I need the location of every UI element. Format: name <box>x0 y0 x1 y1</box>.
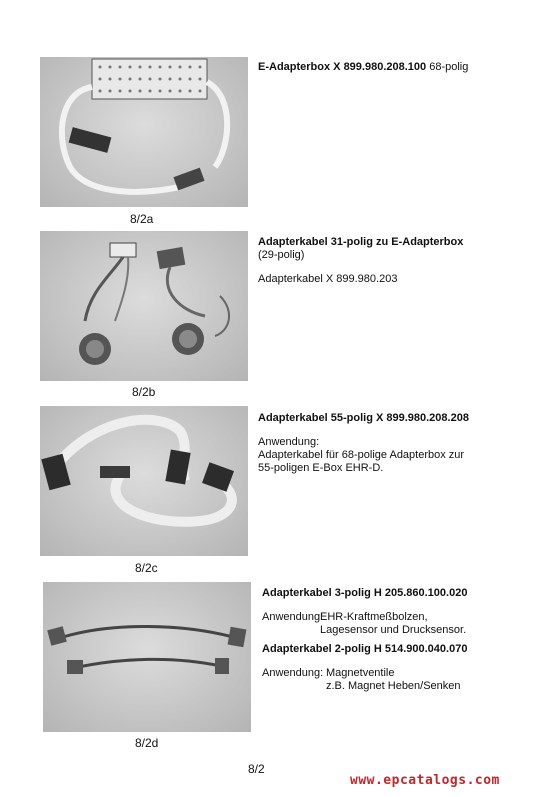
item-d-use1-line-2: Lagesensor und Drucksensor. <box>320 624 467 636</box>
item-d-use2-line-2: z.B. Magnet Heben/Senken <box>326 680 461 692</box>
watermark-link[interactable]: www.epcatalogs.com <box>350 773 500 788</box>
item-d-description <box>262 587 467 693</box>
caption-8-2b: 8/2b <box>132 385 156 399</box>
item-d-title-1: Adapterkabel 3-polig H 205.860.100.020 <box>262 587 468 599</box>
item-b-line: Adapterkabel X 899.980.203 <box>258 273 398 285</box>
adapter-cables-small-illustration <box>43 582 251 732</box>
adapter-cable-55-illustration <box>40 406 248 556</box>
page-number: 8/2 <box>248 762 265 776</box>
item-d-use1-line-1: EHR-Kraftmeßbolzen, <box>320 611 428 623</box>
item-b-title: Adapterkabel 31-polig zu E-Adapterbox <box>258 236 464 248</box>
item-a-title: E-Adapterbox X 899.980.208.100 <box>258 61 427 73</box>
item-c-use-line-2: 55-poligen E-Box EHR-D. <box>258 462 384 474</box>
item-c-use-line-1: Adapterkabel für 68-polige Adapterbox zur <box>258 449 465 461</box>
item-c-description <box>258 412 469 475</box>
item-a-poles: 68-polig <box>429 61 469 73</box>
caption-8-2c: 8/2c <box>135 561 158 575</box>
photo-adapter-cable-31 <box>40 231 248 381</box>
photo-adapter-cable-55 <box>40 406 248 556</box>
photo-adapterbox <box>40 57 248 207</box>
adapter-cable-31-illustration <box>40 231 248 381</box>
item-d-use1-label: Anwendung: <box>262 611 324 623</box>
adapterbox-illustration <box>40 57 248 207</box>
photo-adapter-cables-small <box>43 582 251 732</box>
caption-8-2a: 8/2a <box>130 212 154 226</box>
item-d-title-2: Adapterkabel 2-polig H 514.900.040.070 <box>262 643 468 655</box>
item-d-use2-line-1: Magnetventile <box>326 667 395 679</box>
item-d-use2-label: Anwendung: <box>262 667 324 679</box>
item-b-description <box>258 236 463 286</box>
item-a-description <box>258 61 468 74</box>
item-c-title: Adapterkabel 55-polig X 899.980.208.208 <box>258 412 469 424</box>
item-b-subtitle: (29-polig) <box>258 249 305 261</box>
item-c-use-label: Anwendung: <box>258 436 320 448</box>
caption-8-2d: 8/2d <box>135 736 159 750</box>
